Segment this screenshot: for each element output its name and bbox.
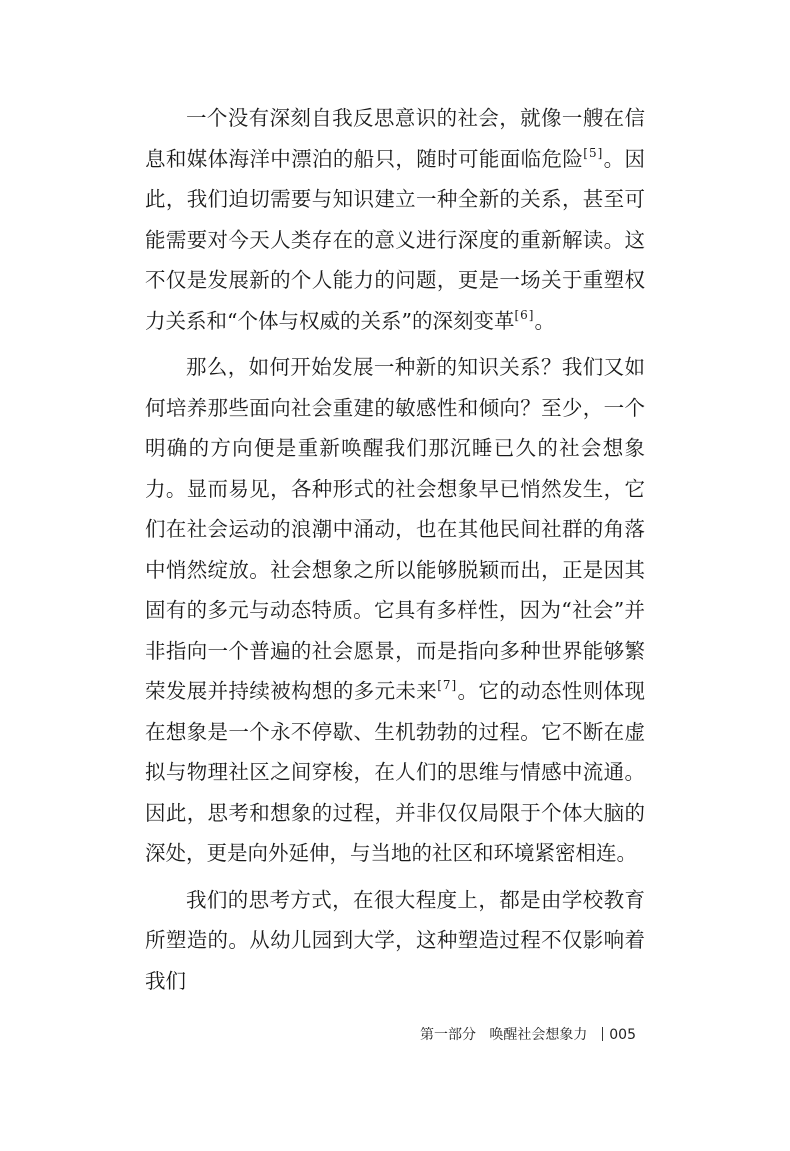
footer-divider bbox=[602, 1027, 603, 1041]
paragraph-text: 。因此，我们迫切需要与知识建立一种全新的关系，甚至可能需要对今天人类存在的意义进行深度的重新解读。这不仅是发展新的个人能力的问题，更是一场关于重塑权力关系和“个体与权威的关系”的深刻变革 bbox=[145, 146, 646, 333]
paragraph bbox=[145, 880, 645, 1002]
footer-section: 第一部分 bbox=[420, 1027, 476, 1043]
citation-marker: [6] bbox=[514, 307, 535, 322]
body-text bbox=[145, 98, 645, 1001]
page-number: 005 bbox=[609, 1027, 636, 1043]
footer-chapter: 唤醒社会想象力 bbox=[489, 1027, 588, 1043]
paragraph-text: 。 bbox=[534, 308, 555, 333]
running-footer bbox=[420, 1024, 650, 1044]
paragraph-text: 我们的思考方式，在很大程度上，都是由学校教育所塑造的。从幼儿园到大学，这种塑造过程不仅影响着我们 bbox=[145, 887, 645, 993]
citation-marker: [5] bbox=[583, 145, 604, 160]
paragraph bbox=[145, 98, 645, 341]
paragraph-text: 一个没有深刻自我反思意识的社会，就像一艘在信息和媒体海洋中漂泊的船只，随时可能面临危险 bbox=[145, 106, 645, 171]
paragraph-text: 。它的动态性则体现在想象是一个永不停歇、生机勃勃的过程。它不断在虚拟与物理社区之间穿梭，在人们的思维与情感中流通。因此，思考和想象的过程，并非仅仅局限于个体大脑的深处，更是向外延伸，与当地的社区和环境紧密相连。 bbox=[145, 679, 646, 865]
paragraph bbox=[145, 347, 645, 874]
citation-marker: [7] bbox=[437, 678, 458, 692]
paragraph-text: 那么，如何开始发展一种新的知识关系？我们又如何培养那些面向社会重建的敏感性和倾向？至少，一个明确的方向便是重新唤醒我们那沉睡已久的社会想象力。显而易见，各种形式的社会想象早已悄然发生，它们在社会运动的浪潮中涌动，也在其他民间社群的角落中悄然绽放。社会想象之所以能够脱颖而出，正是因其固有的多元与动态特质。它具有多样性，因为“社会”并非指向一个普遍的社会愿景，而是指向多种世界能够繁荣发展并持续被构想的多元未来 bbox=[145, 355, 645, 703]
